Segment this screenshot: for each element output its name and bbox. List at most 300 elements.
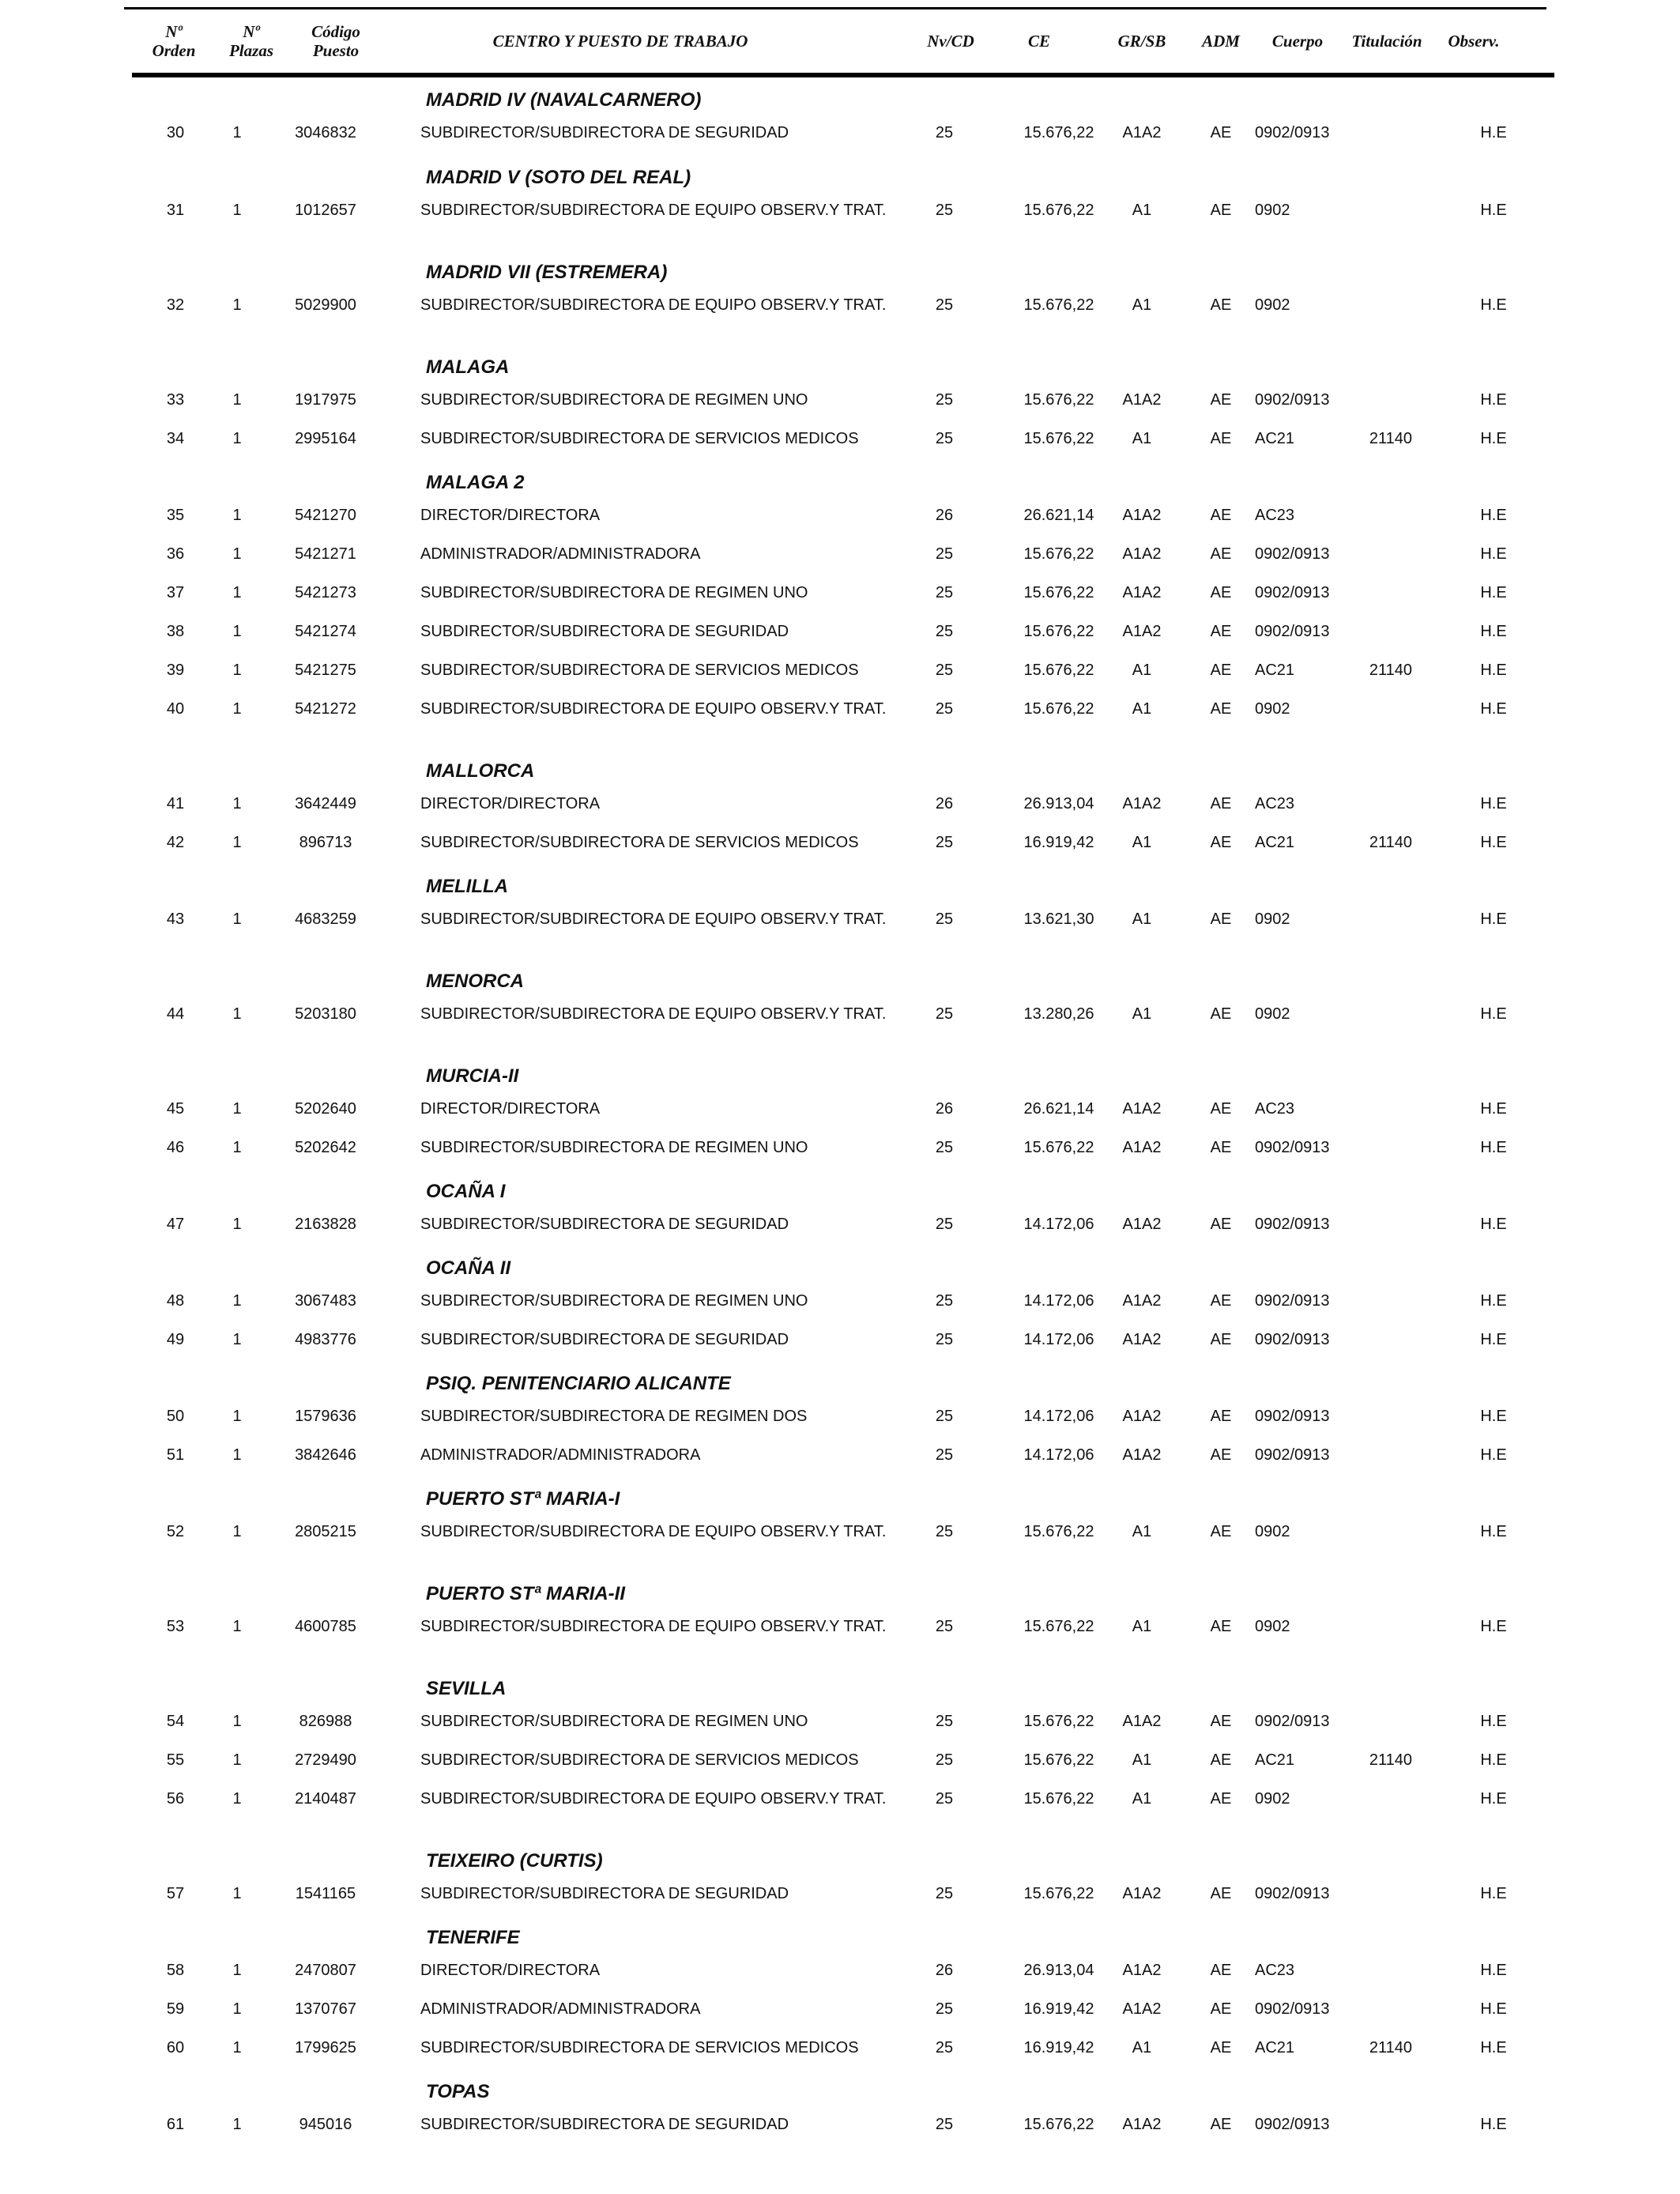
cell-adm: AE (1210, 202, 1232, 219)
cell-grsb: A1A2 (1122, 584, 1162, 601)
cell-puesto: SUBDIRECTOR/SUBDIRECTORA DE EQUIPO OBSERV.Y TRAT. (420, 1618, 887, 1635)
cell-cuerpo: 0902/0913 (1255, 623, 1330, 640)
cell-ce: 13.621,30 (1023, 910, 1094, 928)
cell-codigo: 1012657 (295, 202, 356, 219)
cell-orden: 40 (166, 700, 185, 718)
cell-adm: AE (1210, 507, 1232, 524)
cell-plazas: 1 (232, 1790, 242, 1808)
table-row (0, 1330, 1680, 1368)
cell-plazas: 1 (232, 1292, 242, 1310)
cell-cuerpo: 0902/0913 (1255, 584, 1330, 601)
cell-nvcd: 25 (935, 1751, 954, 1769)
cell-nvcd: 25 (935, 700, 954, 718)
cell-adm: AE (1210, 623, 1232, 640)
cell-ce: 15.676,22 (1023, 623, 1094, 640)
cell-codigo: 2805215 (295, 1523, 356, 1540)
cell-grsb: A1A2 (1122, 1713, 1162, 1730)
cell-puesto: DIRECTOR/DIRECTORA (420, 1962, 601, 1979)
cell-plazas: 1 (232, 545, 242, 563)
cell-observ: H.E (1480, 1962, 1507, 1979)
cell-puesto: SUBDIRECTOR/SUBDIRECTORA DE REGIMEN UNO (420, 1139, 808, 1156)
cell-grsb: A1A2 (1122, 795, 1162, 812)
cell-ce: 15.676,22 (1023, 700, 1094, 718)
cell-nvcd: 25 (935, 910, 954, 928)
cell-cuerpo: AC23 (1255, 1100, 1295, 1118)
center-heading: OCAÑA I (426, 1181, 506, 1202)
center-heading: MADRID IV (NAVALCARNERO) (426, 89, 702, 111)
cell-puesto: DIRECTOR/DIRECTORA (420, 795, 601, 812)
cell-adm: AE (1210, 834, 1232, 851)
cell-codigo: 1370767 (295, 2000, 356, 2018)
cell-cuerpo: 0902/0913 (1255, 2116, 1330, 2133)
cell-nvcd: 25 (935, 834, 954, 851)
cell-cuerpo: 0902/0913 (1255, 1446, 1330, 1464)
header-titulacion-label: Titulación (1351, 32, 1422, 51)
cell-grsb: A1A2 (1122, 1139, 1162, 1156)
cell-nvcd: 25 (935, 430, 954, 447)
cell-nvcd: 25 (935, 1005, 954, 1023)
table-row (0, 2038, 1680, 2076)
cell-grsb: A1A2 (1122, 124, 1162, 141)
header-orden-line2: Orden (152, 41, 196, 60)
cell-cuerpo: 0902 (1255, 296, 1290, 314)
cell-plazas: 1 (232, 2000, 242, 2018)
cell-ce: 14.172,06 (1023, 1292, 1094, 1310)
cell-grsb: A1 (1132, 1751, 1152, 1769)
table-row (0, 545, 1680, 582)
cell-plazas: 1 (232, 296, 242, 314)
cell-cuerpo: 0902/0913 (1255, 124, 1330, 141)
cell-codigo: 2729490 (295, 1751, 356, 1769)
cell-adm: AE (1210, 391, 1232, 409)
cell-plazas: 1 (232, 2116, 242, 2133)
table-row (0, 622, 1680, 660)
cell-cuerpo: 0902 (1255, 202, 1290, 219)
cell-adm: AE (1210, 795, 1232, 812)
cell-plazas: 1 (232, 1005, 242, 1023)
cell-observ: H.E (1480, 124, 1507, 141)
cell-plazas: 1 (232, 662, 242, 679)
table-row (0, 1961, 1680, 1999)
cell-cuerpo: AC21 (1255, 430, 1295, 447)
header-codigo-line1: Código (311, 22, 360, 41)
cell-nvcd: 25 (935, 1292, 954, 1310)
cell-plazas: 1 (232, 1713, 242, 1730)
cell-puesto: SUBDIRECTOR/SUBDIRECTORA DE EQUIPO OBSERV.Y TRAT. (420, 1005, 887, 1023)
header-grsb-label: GR/SB (1117, 32, 1166, 51)
table-row (0, 429, 1680, 467)
cell-grsb: A1 (1132, 700, 1152, 718)
cell-observ: H.E (1480, 1446, 1507, 1464)
cell-puesto: SUBDIRECTOR/SUBDIRECTORA DE SEGURIDAD (420, 1885, 789, 1902)
cell-observ: H.E (1480, 1331, 1507, 1348)
cell-observ: H.E (1480, 1751, 1507, 1769)
cell-observ: H.E (1480, 910, 1507, 928)
cell-grsb: A1 (1132, 2039, 1152, 2056)
cell-orden: 43 (166, 910, 185, 928)
cell-orden: 44 (166, 1005, 185, 1023)
cell-plazas: 1 (232, 1962, 242, 1979)
cell-grsb: A1A2 (1122, 1331, 1162, 1348)
cell-grsb: A1A2 (1122, 1962, 1162, 1979)
cell-cuerpo: 0902/0913 (1255, 1292, 1330, 1310)
cell-codigo: 826988 (299, 1713, 352, 1730)
cell-puesto: SUBDIRECTOR/SUBDIRECTORA DE EQUIPO OBSERV.Y TRAT. (420, 1790, 887, 1808)
cell-nvcd: 25 (935, 1139, 954, 1156)
cell-puesto: SUBDIRECTOR/SUBDIRECTORA DE EQUIPO OBSERV.Y TRAT. (420, 1523, 887, 1540)
cell-ce: 15.676,22 (1023, 545, 1094, 563)
cell-nvcd: 25 (935, 391, 954, 409)
cell-ce: 15.676,22 (1023, 1885, 1094, 1902)
cell-observ: H.E (1480, 662, 1507, 679)
cell-ce: 15.676,22 (1023, 662, 1094, 679)
cell-ce: 15.676,22 (1023, 1523, 1094, 1540)
cell-adm: AE (1210, 1713, 1232, 1730)
cell-adm: AE (1210, 1331, 1232, 1348)
cell-grsb: A1 (1132, 1005, 1152, 1023)
cell-orden: 46 (166, 1139, 185, 1156)
cell-observ: H.E (1480, 2039, 1507, 2056)
cell-nvcd: 25 (935, 2039, 954, 2056)
cell-grsb: A1 (1132, 1618, 1152, 1635)
cell-adm: AE (1210, 1523, 1232, 1540)
table-row (0, 201, 1680, 239)
cell-orden: 42 (166, 834, 185, 851)
cell-codigo: 5421272 (295, 700, 356, 718)
cell-orden: 55 (166, 1751, 185, 1769)
cell-grsb: A1 (1132, 202, 1152, 219)
cell-observ: H.E (1480, 1005, 1507, 1023)
cell-cuerpo: 0902/0913 (1255, 1139, 1330, 1156)
cell-observ: H.E (1480, 545, 1507, 563)
cell-codigo: 5421273 (295, 584, 356, 601)
cell-ce: 26.913,04 (1023, 1962, 1094, 1979)
cell-orden: 53 (166, 1618, 185, 1635)
center-heading: MENORCA (426, 971, 524, 992)
cell-grsb: A1A2 (1122, 623, 1162, 640)
cell-puesto: SUBDIRECTOR/SUBDIRECTORA DE SERVICIOS MEDICOS (420, 2039, 859, 2056)
cell-cuerpo: 0902/0913 (1255, 1713, 1330, 1730)
cell-orden: 60 (166, 2039, 185, 2056)
cell-codigo: 4983776 (295, 1331, 356, 1348)
center-heading: MADRID V (SOTO DEL REAL) (426, 167, 691, 188)
cell-adm: AE (1210, 910, 1232, 928)
table-row (0, 2115, 1680, 2153)
center-heading: TENERIFE (426, 1927, 520, 1948)
cell-codigo: 4600785 (295, 1618, 356, 1635)
cell-observ: H.E (1480, 1408, 1507, 1425)
cell-plazas: 1 (232, 1331, 242, 1348)
center-heading: MURCIA-II (426, 1065, 519, 1087)
cell-ce: 14.172,06 (1023, 1408, 1094, 1425)
cell-plazas: 1 (232, 795, 242, 812)
cell-puesto: SUBDIRECTOR/SUBDIRECTORA DE SEGURIDAD (420, 2116, 789, 2133)
cell-cuerpo: 0902 (1255, 700, 1290, 718)
cell-puesto: ADMINISTRADOR/ADMINISTRADORA (420, 2000, 701, 2018)
cell-observ: H.E (1480, 430, 1507, 447)
cell-cuerpo: 0902/0913 (1255, 391, 1330, 409)
cell-nvcd: 25 (935, 1331, 954, 1348)
cell-cuerpo: 0902/0913 (1255, 1331, 1330, 1348)
cell-plazas: 1 (232, 1618, 242, 1635)
center-heading: TOPAS (426, 2081, 490, 2102)
cell-ce: 14.172,06 (1023, 1216, 1094, 1233)
cell-puesto: SUBDIRECTOR/SUBDIRECTORA DE EQUIPO OBSERV.Y TRAT. (420, 296, 887, 314)
center-heading: MALAGA 2 (426, 472, 525, 493)
cell-grsb: A1 (1132, 662, 1152, 679)
cell-nvcd: 25 (935, 2000, 954, 2018)
cell-cuerpo: 0902 (1255, 910, 1290, 928)
cell-ce: 15.676,22 (1023, 430, 1094, 447)
cell-cuerpo: 0902 (1255, 1523, 1290, 1540)
cell-grsb: A1 (1132, 834, 1152, 851)
cell-nvcd: 25 (935, 1885, 954, 1902)
cell-plazas: 1 (232, 910, 242, 928)
cell-plazas: 1 (232, 834, 242, 851)
cell-orden: 52 (166, 1523, 185, 1540)
cell-plazas: 1 (232, 1523, 242, 1540)
cell-puesto: SUBDIRECTOR/SUBDIRECTORA DE SERVICIOS MEDICOS (420, 662, 859, 679)
cell-observ: H.E (1480, 1523, 1507, 1540)
table-row (0, 699, 1680, 737)
header-codigo-line2: Puesto (312, 41, 360, 60)
cell-ce: 15.676,22 (1023, 2116, 1094, 2133)
cell-codigo: 3642449 (295, 795, 356, 812)
cell-cuerpo: 0902 (1255, 1790, 1290, 1808)
cell-orden: 59 (166, 2000, 185, 2018)
header-plazas-line2: Plazas (228, 41, 273, 60)
cell-adm: AE (1210, 1962, 1232, 1979)
table-row (0, 1099, 1680, 1137)
cell-ce: 13.280,26 (1023, 1005, 1094, 1023)
cell-nvcd: 25 (935, 2116, 954, 2133)
cell-adm: AE (1210, 1885, 1232, 1902)
cell-codigo: 3067483 (295, 1292, 356, 1310)
cell-observ: H.E (1480, 700, 1507, 718)
cell-codigo: 4683259 (295, 910, 356, 928)
cell-adm: AE (1210, 545, 1232, 563)
cell-observ: H.E (1480, 1100, 1507, 1118)
cell-codigo: 3046832 (295, 124, 356, 141)
cell-nvcd: 26 (935, 1962, 954, 1979)
cell-ce: 26.913,04 (1023, 795, 1094, 812)
cell-codigo: 5202642 (295, 1139, 356, 1156)
cell-observ: H.E (1480, 1618, 1507, 1635)
cell-puesto: SUBDIRECTOR/SUBDIRECTORA DE REGIMEN UNO (420, 1713, 808, 1730)
table-row (0, 1291, 1680, 1329)
cell-puesto: SUBDIRECTOR/SUBDIRECTORA DE SERVICIOS MEDICOS (420, 430, 859, 447)
cell-nvcd: 25 (935, 545, 954, 563)
cell-nvcd: 25 (935, 296, 954, 314)
cell-puesto: SUBDIRECTOR/SUBDIRECTORA DE EQUIPO OBSERV.Y TRAT. (420, 202, 887, 219)
cell-grsb: A1 (1132, 1790, 1152, 1808)
cell-adm: AE (1210, 1292, 1232, 1310)
cell-cuerpo: AC21 (1255, 662, 1295, 679)
cell-observ: H.E (1480, 1139, 1507, 1156)
cell-ce: 14.172,06 (1023, 1446, 1094, 1464)
cell-orden: 41 (166, 795, 185, 812)
cell-grsb: A1A2 (1122, 1292, 1162, 1310)
cell-plazas: 1 (232, 1139, 242, 1156)
cell-plazas: 1 (232, 1751, 242, 1769)
cell-ce: 15.676,22 (1023, 1751, 1094, 1769)
table-row (0, 910, 1680, 948)
cell-orden: 32 (166, 296, 185, 314)
cell-codigo: 1579636 (295, 1408, 356, 1425)
cell-cuerpo: 0902/0913 (1255, 1408, 1330, 1425)
cell-plazas: 1 (232, 1408, 242, 1425)
cell-plazas: 1 (232, 1446, 242, 1464)
header-observ-label: Observ. (1448, 32, 1500, 51)
cell-codigo: 2470807 (295, 1962, 356, 1979)
cell-plazas: 1 (232, 202, 242, 219)
cell-grsb: A1A2 (1122, 2116, 1162, 2133)
cell-codigo: 5421271 (295, 545, 356, 563)
cell-puesto: SUBDIRECTOR/SUBDIRECTORA DE REGIMEN UNO (420, 391, 808, 409)
center-heading: SEVILLA (426, 1678, 507, 1699)
cell-nvcd: 26 (935, 507, 954, 524)
cell-orden: 33 (166, 391, 185, 409)
cell-orden: 47 (166, 1216, 185, 1233)
cell-observ: H.E (1480, 1292, 1507, 1310)
header-centro-label: CENTRO Y PUESTO DE TRABAJO (492, 32, 748, 51)
cell-plazas: 1 (232, 507, 242, 524)
cell-puesto: DIRECTOR/DIRECTORA (420, 1100, 601, 1118)
cell-grsb: A1A2 (1122, 2000, 1162, 2018)
cell-adm: AE (1210, 584, 1232, 601)
cell-ce: 15.676,22 (1023, 391, 1094, 409)
cell-ce: 15.676,22 (1023, 1713, 1094, 1730)
cell-codigo: 5202640 (295, 1100, 356, 1118)
center-heading: MADRID VII (ESTREMERA) (426, 262, 668, 283)
header-adm-label: ADM (1202, 32, 1240, 51)
cell-adm: AE (1210, 700, 1232, 718)
cell-orden: 56 (166, 1790, 185, 1808)
cell-nvcd: 25 (935, 1408, 954, 1425)
cell-grsb: A1 (1132, 296, 1152, 314)
cell-grsb: A1A2 (1122, 1446, 1162, 1464)
cell-puesto: SUBDIRECTOR/SUBDIRECTORA DE SERVICIOS MEDICOS (420, 834, 859, 851)
table-row (0, 390, 1680, 428)
table-row (0, 1522, 1680, 1560)
cell-plazas: 1 (232, 2039, 242, 2056)
cell-nvcd: 26 (935, 795, 954, 812)
table-row (0, 1407, 1680, 1445)
cell-ce: 16.919,42 (1023, 2000, 1094, 2018)
cell-nvcd: 25 (935, 584, 954, 601)
cell-plazas: 1 (232, 391, 242, 409)
cell-ce: 16.919,42 (1023, 2039, 1094, 2056)
cell-codigo: 1541165 (295, 1885, 356, 1902)
cell-puesto: SUBDIRECTOR/SUBDIRECTORA DE SERVICIOS MEDICOS (420, 1751, 859, 1769)
cell-cuerpo: AC23 (1255, 507, 1295, 524)
cell-ce: 15.676,22 (1023, 296, 1094, 314)
cell-plazas: 1 (232, 623, 242, 640)
cell-observ: H.E (1480, 584, 1507, 601)
table-row (0, 1138, 1680, 1176)
cell-codigo: 5029900 (295, 296, 356, 314)
cell-observ: H.E (1480, 834, 1507, 851)
cell-codigo: 5203180 (295, 1005, 356, 1023)
cell-ce: 15.676,22 (1023, 584, 1094, 601)
cell-puesto: SUBDIRECTOR/SUBDIRECTORA DE REGIMEN DOS (420, 1408, 808, 1425)
cell-grsb: A1 (1132, 910, 1152, 928)
cell-adm: AE (1210, 1446, 1232, 1464)
cell-observ: H.E (1480, 1885, 1507, 1902)
cell-adm: AE (1210, 296, 1232, 314)
cell-cuerpo: AC23 (1255, 795, 1295, 812)
cell-orden: 39 (166, 662, 185, 679)
cell-cuerpo: 0902/0913 (1255, 1216, 1330, 1233)
cell-orden: 61 (166, 2116, 185, 2133)
cell-nvcd: 26 (935, 1100, 954, 1118)
cell-puesto: SUBDIRECTOR/SUBDIRECTORA DE SEGURIDAD (420, 1331, 789, 1348)
cell-plazas: 1 (232, 1100, 242, 1118)
cell-puesto: SUBDIRECTOR/SUBDIRECTORA DE REGIMEN UNO (420, 1292, 808, 1310)
cell-adm: AE (1210, 662, 1232, 679)
cell-orden: 45 (166, 1100, 185, 1118)
cell-titulacion: 21140 (1369, 1751, 1413, 1769)
cell-adm: AE (1210, 1751, 1232, 1769)
cell-cuerpo: AC21 (1255, 834, 1295, 851)
cell-adm: AE (1210, 2000, 1232, 2018)
cell-grsb: A1A2 (1122, 545, 1162, 563)
cell-titulacion: 21140 (1369, 430, 1413, 447)
cell-nvcd: 25 (935, 1713, 954, 1730)
cell-grsb: A1A2 (1122, 507, 1162, 524)
cell-codigo: 2995164 (295, 430, 356, 447)
cell-plazas: 1 (232, 124, 242, 141)
cell-codigo: 3842646 (295, 1446, 356, 1464)
cell-orden: 31 (166, 202, 185, 219)
cell-adm: AE (1210, 1618, 1232, 1635)
cell-orden: 48 (166, 1292, 185, 1310)
cell-observ: H.E (1480, 1713, 1507, 1730)
cell-cuerpo: 0902 (1255, 1005, 1290, 1023)
cell-orden: 57 (166, 1885, 185, 1902)
cell-plazas: 1 (232, 1216, 242, 1233)
header-orden-line1: Nº (165, 22, 183, 41)
cell-grsb: A1A2 (1122, 391, 1162, 409)
cell-orden: 51 (166, 1446, 185, 1464)
cell-adm: AE (1210, 1100, 1232, 1118)
cell-observ: H.E (1480, 296, 1507, 314)
cell-cuerpo: 0902 (1255, 1618, 1290, 1635)
cell-puesto: SUBDIRECTOR/SUBDIRECTORA DE EQUIPO OBSERV.Y TRAT. (420, 910, 887, 928)
center-heading: MELILLA (426, 876, 508, 897)
cell-observ: H.E (1480, 2116, 1507, 2133)
cell-plazas: 1 (232, 584, 242, 601)
cell-plazas: 1 (232, 430, 242, 447)
cell-observ: H.E (1480, 202, 1507, 219)
cell-cuerpo: AC21 (1255, 2039, 1295, 2056)
cell-ce: 15.676,22 (1023, 1139, 1094, 1156)
cell-adm: AE (1210, 1139, 1232, 1156)
cell-codigo: 5421270 (295, 507, 356, 524)
cell-nvcd: 25 (935, 1216, 954, 1233)
cell-plazas: 1 (232, 700, 242, 718)
cell-adm: AE (1210, 2039, 1232, 2056)
table-row (0, 1884, 1680, 1922)
center-heading: PSIQ. PENITENCIARIO ALICANTE (426, 1373, 731, 1394)
cell-puesto: SUBDIRECTOR/SUBDIRECTORA DE EQUIPO OBSERV.Y TRAT. (420, 700, 887, 718)
cell-grsb: A1A2 (1122, 1885, 1162, 1902)
center-heading: PUERTO STª MARIA-II (426, 1583, 626, 1604)
cell-cuerpo: 0902/0913 (1255, 545, 1330, 563)
table-row (0, 1751, 1680, 1789)
cell-puesto: SUBDIRECTOR/SUBDIRECTORA DE SEGURIDAD (420, 1216, 789, 1233)
cell-adm: AE (1210, 1005, 1232, 1023)
